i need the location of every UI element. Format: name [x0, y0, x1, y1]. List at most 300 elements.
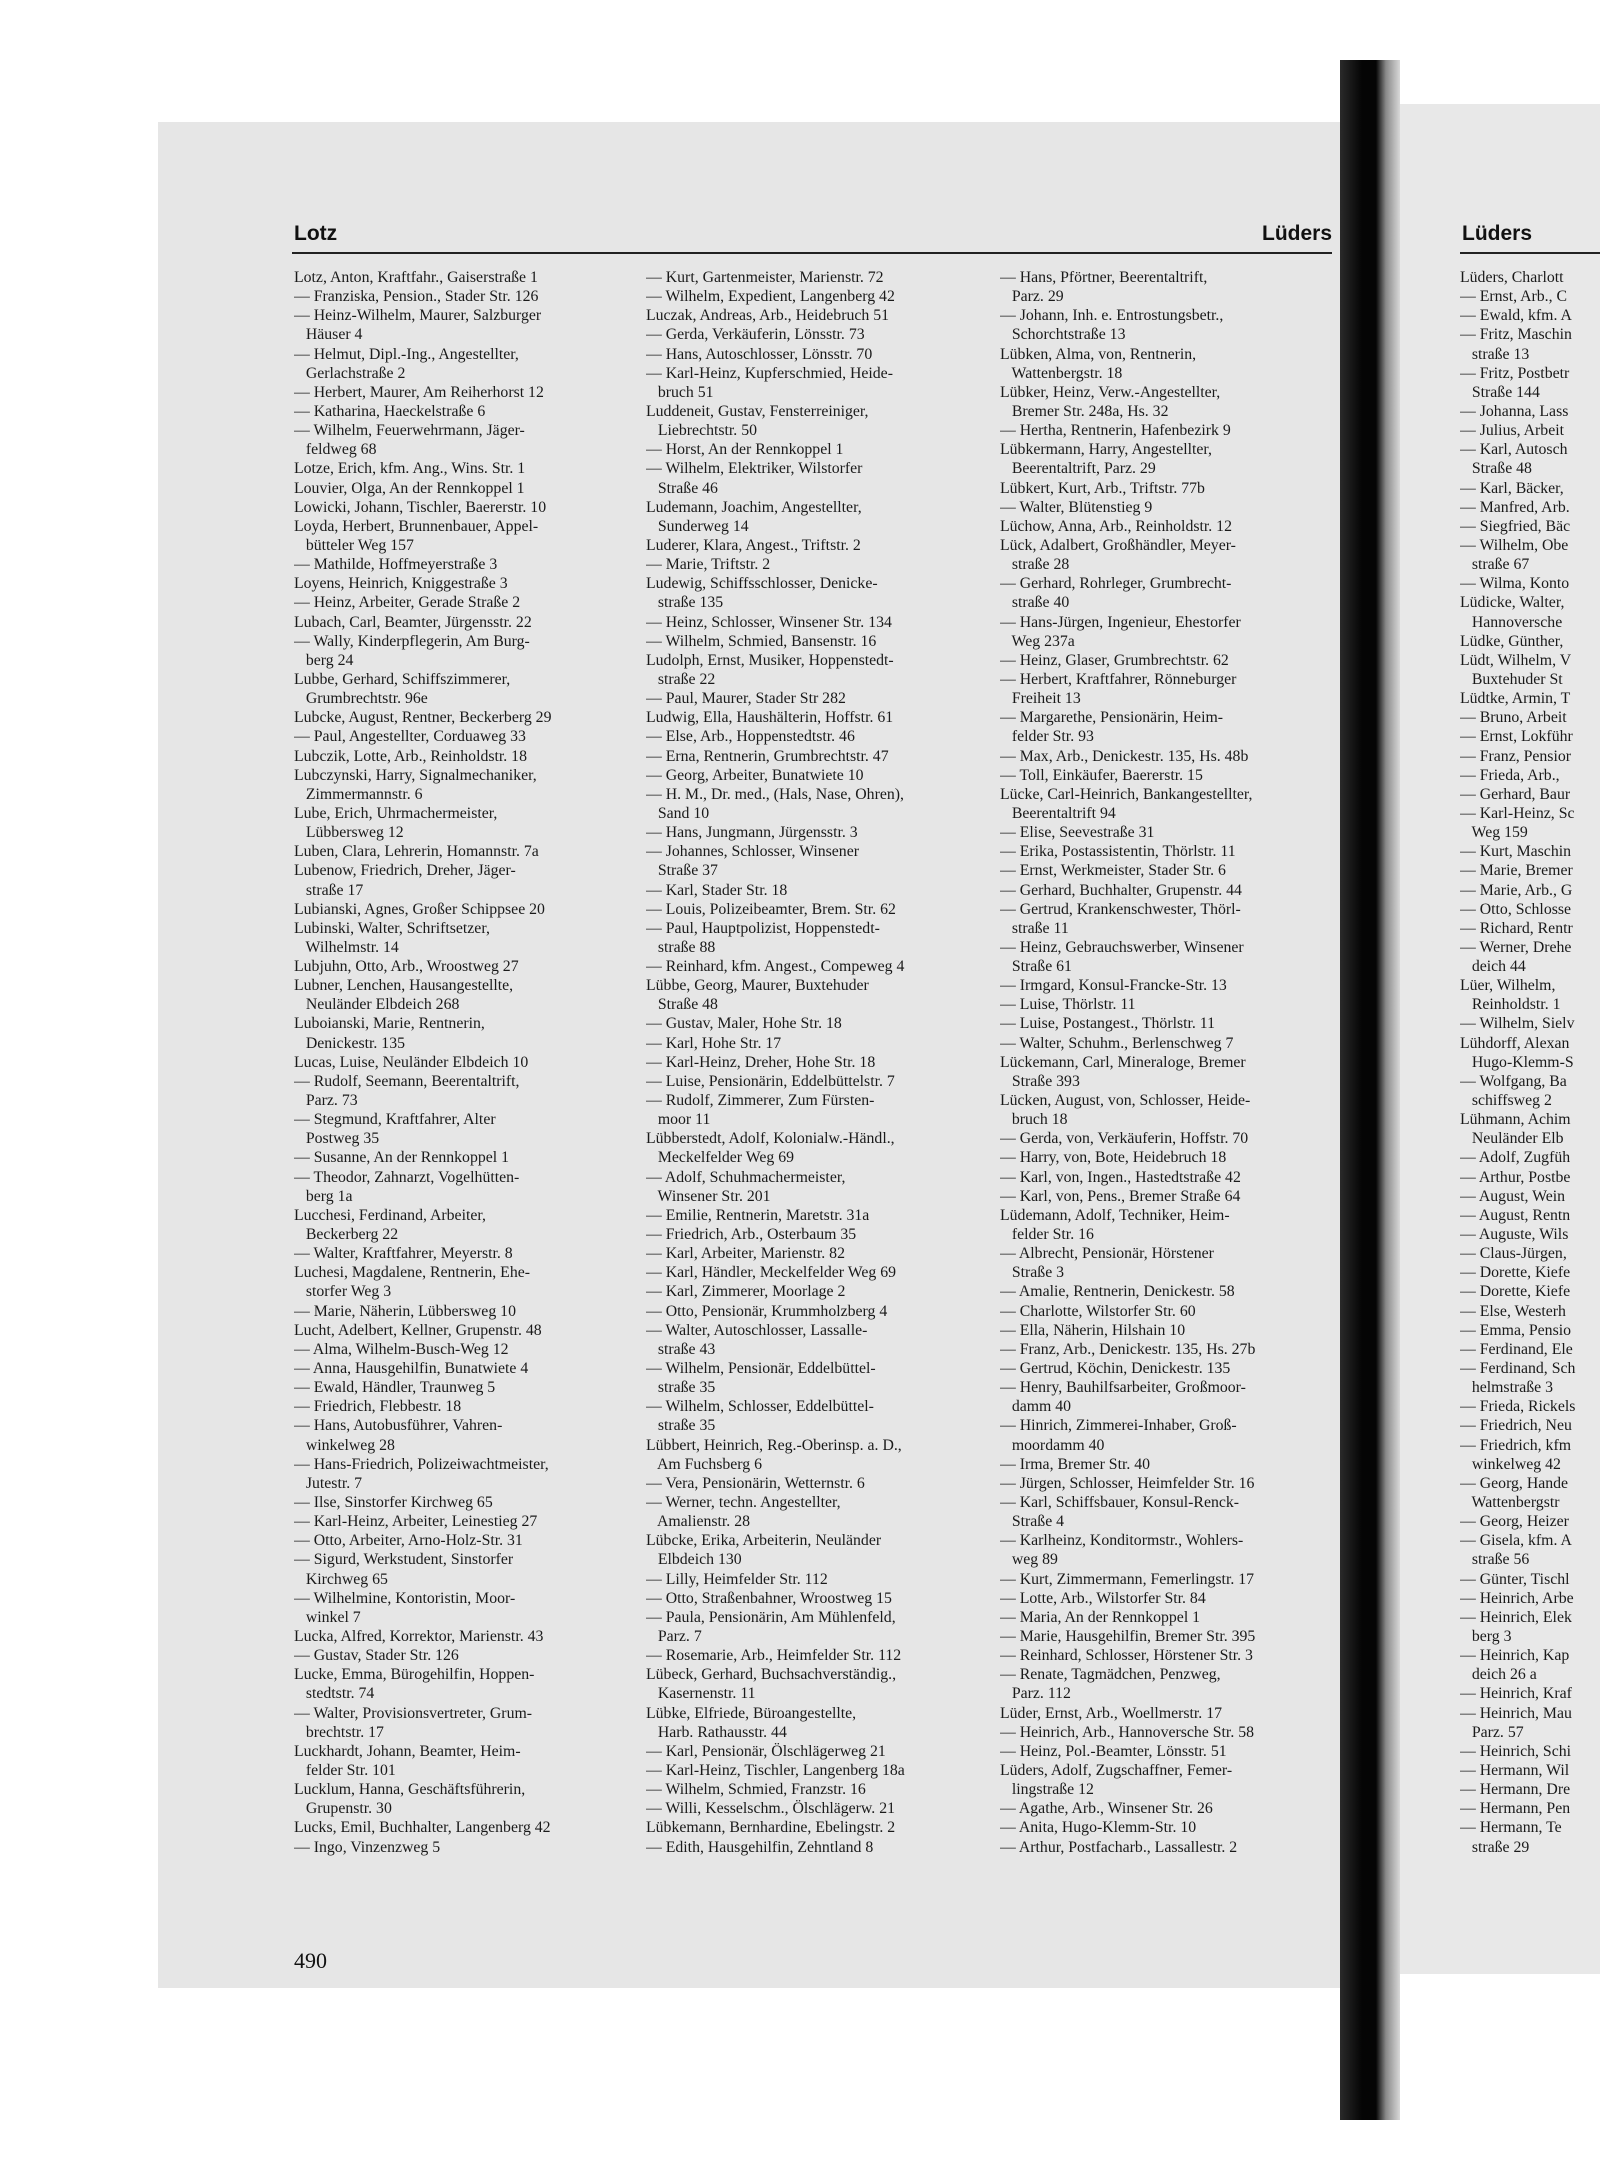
- directory-entry-line: felder Str. 93: [1000, 728, 1094, 746]
- directory-entry-line: Ludolph, Ernst, Musiker, Hoppenstedt-: [646, 651, 894, 669]
- directory-entry-line: — Wilhelm, Schmied, Franzstr. 16: [646, 1781, 866, 1799]
- directory-entry-line: — Margarethe, Pensionärin, Heim-: [1000, 709, 1223, 727]
- directory-entry-line: Lucke, Emma, Bürogehilfin, Hoppen-: [294, 1666, 535, 1684]
- directory-entry-line: Lotz, Anton, Kraftfahr., Gaiserstraße 1: [294, 269, 538, 286]
- directory-entry-line: — Wilhelm, Schlosser, Eddelbüttel-: [646, 1398, 874, 1416]
- directory-column-2: [646, 268, 988, 1857]
- directory-entry-line: Luczak, Andreas, Arb., Heidebruch 51: [646, 307, 890, 325]
- directory-entry-line: — Friedrich, kfm: [1460, 1436, 1571, 1454]
- directory-entry-line: Neuländer Elb: [1460, 1130, 1564, 1148]
- directory-entry-line: — Günter, Tischl: [1460, 1570, 1570, 1588]
- directory-entry-line: Straße 46: [646, 479, 718, 497]
- directory-entry-line: bruch 18: [1000, 1111, 1068, 1129]
- directory-entry-line: damm 40: [1000, 1398, 1072, 1416]
- directory-entry-line: — Franz, Arb., Denickestr. 135, Hs. 27b: [1000, 1340, 1256, 1358]
- directory-entry-line: — Henry, Bauhilfsarbeiter, Großmoor-: [1000, 1379, 1246, 1397]
- directory-entry-line: Lüer, Wilhelm,: [1460, 977, 1556, 995]
- directory-entry-line: — Franziska, Pension., Stader Str. 126: [294, 288, 539, 306]
- directory-entry-line: — Else, Arb., Hoppenstedtstr. 46: [646, 728, 855, 746]
- directory-entry-line: Neuländer Elbdeich 268: [294, 996, 460, 1014]
- directory-entry-line: — Paul, Hauptpolizist, Hoppenstedt-: [646, 919, 880, 937]
- directory-entry-line: Parz. 7: [646, 1627, 702, 1645]
- directory-entry-line: — Else, Westerh: [1460, 1302, 1566, 1320]
- directory-entry-line: straße 13: [1460, 345, 1530, 363]
- directory-entry-line: — Heinrich, Kap: [1460, 1647, 1570, 1665]
- directory-entry-line: Straße 144: [1460, 383, 1540, 401]
- directory-entry-line: — August, Wein: [1460, 1187, 1566, 1205]
- right-page-header-rule: [1460, 252, 1600, 254]
- directory-entry-line: — Hans, Pförtner, Beerentaltrift,: [1000, 269, 1208, 286]
- directory-entry-line: — Gustav, Stader Str. 126: [294, 1647, 459, 1665]
- directory-entry-line: straße 35: [646, 1417, 716, 1435]
- directory-entry-line: — Agathe, Arb., Winsener Str. 26: [1000, 1800, 1213, 1818]
- directory-entry-line: — Karl-Heinz, Tischler, Langenberg 18a: [646, 1761, 905, 1779]
- directory-entry-line: Parz. 112: [1000, 1685, 1071, 1703]
- directory-entry-line: — Wilhelmine, Kontoristin, Moor-: [294, 1589, 516, 1607]
- directory-entry-line: — Reinhard, kfm. Angest., Compeweg 4: [646, 958, 905, 976]
- directory-entry-line: — Gustav, Maler, Hohe Str. 18: [646, 1015, 842, 1033]
- directory-entry-line: — Ella, Näherin, Hilshain 10: [1000, 1321, 1186, 1339]
- directory-entry-line: Straße 48: [1460, 460, 1532, 478]
- directory-entry-line: — Gerhard, Baur: [1460, 785, 1571, 803]
- directory-entry-line: Lotze, Erich, kfm. Ang., Wins. Str. 1: [294, 460, 526, 478]
- directory-entry-line: Weg 159: [1460, 824, 1528, 842]
- directory-entry-line: Buxtehuder St: [1460, 670, 1563, 688]
- directory-entry-line: Amalienstr. 28: [646, 1513, 750, 1531]
- directory-entry-line: — Marie, Triftstr. 2: [646, 556, 771, 574]
- directory-entry-line: Meckelfelder Weg 69: [646, 1149, 795, 1167]
- directory-entry-line: — Wilhelm, Pensionär, Eddelbüttel-: [646, 1360, 876, 1378]
- directory-entry-line: — Karl-Heinz, Arbeiter, Leinestieg 27: [294, 1513, 538, 1531]
- directory-entry-line: Bremer Str. 248a, Hs. 32: [1000, 402, 1169, 420]
- directory-entry-line: winkel 7: [294, 1608, 361, 1626]
- directory-entry-line: straße 28: [1000, 556, 1070, 574]
- directory-entry-line: — Heinz-Wilhelm, Maurer, Salzburger: [294, 307, 542, 325]
- directory-entry-line: felder Str. 16: [1000, 1226, 1094, 1244]
- directory-entry-line: — Dorette, Kiefe: [1460, 1264, 1571, 1282]
- directory-entry-line: — Lilly, Heimfelder Str. 112: [646, 1570, 828, 1588]
- directory-entry-line: — Julius, Arbeit: [1460, 422, 1564, 440]
- directory-entry-line: Luchesi, Magdalene, Rentnerin, Ehe-: [294, 1264, 530, 1282]
- directory-entry-line: — Wilma, Konto: [1460, 575, 1570, 593]
- directory-entry-line: Lübbert, Heinrich, Reg.-Oberinsp. a. D.,: [646, 1436, 902, 1454]
- directory-entry-line: straße 22: [646, 670, 716, 688]
- directory-entry-line: — Frieda, Arb.,: [1460, 766, 1564, 784]
- directory-entry-line: Reinholdstr. 1: [1460, 996, 1561, 1014]
- directory-entry-line: Weg 237a: [1000, 632, 1075, 650]
- directory-entry-line: — Helmut, Dipl.-Ing., Angestellter,: [294, 345, 519, 363]
- directory-entry-line: bruch 51: [646, 383, 714, 401]
- directory-entry-line: lingstraße 12: [1000, 1781, 1094, 1799]
- directory-entry-line: — Ernst, Lokführ: [1460, 728, 1573, 746]
- directory-entry-line: — Heinz, Arbeiter, Gerade Straße 2: [294, 594, 521, 612]
- directory-entry-line: Luddeneit, Gustav, Fensterreiniger,: [646, 402, 869, 420]
- directory-entry-line: Lüdemann, Adolf, Techniker, Heim-: [1000, 1206, 1230, 1224]
- directory-entry-line: Gerlachstraße 2: [294, 364, 406, 382]
- directory-entry-line: — Walter, Schuhm., Berlenschweg 7: [1000, 1034, 1234, 1052]
- directory-entry-line: Louvier, Olga, An der Rennkoppel 1: [294, 479, 525, 497]
- directory-entry-line: — Frieda, Rickels: [1460, 1398, 1576, 1416]
- directory-entry-line: berg 1a: [294, 1187, 353, 1205]
- directory-entry-line: — Anna, Hausgehilfin, Bunatwiete 4: [294, 1360, 529, 1378]
- directory-entry-line: Lucas, Luise, Neuländer Elbdeich 10: [294, 1053, 529, 1071]
- directory-entry-line: Lübke, Elfriede, Büroangestellte,: [646, 1704, 857, 1722]
- directory-entry-line: — Wilhelm, Expedient, Langenberg 42: [646, 288, 895, 306]
- directory-entry-line: — Wolfgang, Ba: [1460, 1072, 1567, 1090]
- directory-entry-line: Lübbersweg 12: [294, 824, 404, 842]
- directory-entry-line: Lübeck, Gerhard, Buchsachverständig.,: [646, 1666, 897, 1684]
- directory-entry-line: Kasernenstr. 11: [646, 1685, 756, 1703]
- directory-entry-line: Lowicki, Johann, Tischler, Baererstr. 10: [294, 498, 547, 516]
- directory-entry-line: brechtstr. 17: [294, 1723, 384, 1741]
- directory-entry-line: — Ilse, Sinstorfer Kirchweg 65: [294, 1494, 493, 1511]
- directory-entry-line: — Luise, Pensionärin, Eddelbüttelstr. 7: [646, 1072, 895, 1090]
- directory-entry-line: Lüdke, Günther,: [1460, 632, 1564, 650]
- directory-entry-line: bütteler Weg 157: [294, 536, 414, 554]
- directory-entry-line: — Hermann, Pen: [1460, 1800, 1571, 1818]
- directory-entry-line: — Hans-Jürgen, Ingenieur, Ehestorfer: [1000, 613, 1241, 631]
- directory-entry-line: berg 3: [1460, 1627, 1512, 1645]
- directory-entry-line: — Sigurd, Werkstudent, Sinstorfer: [294, 1551, 514, 1569]
- directory-entry-line: moor 11: [646, 1111, 711, 1129]
- directory-entry-line: Winsener Str. 201: [646, 1187, 771, 1205]
- directory-entry-line: — Marie, Bremer: [1460, 862, 1573, 880]
- directory-entry-line: deich 26 a: [1460, 1666, 1537, 1684]
- directory-entry-line: — Kurt, Gartenmeister, Marienstr. 72: [646, 269, 884, 286]
- page-number: 490: [294, 1948, 327, 1973]
- directory-entry-line: — Stegmund, Kraftfahrer, Alter: [294, 1111, 496, 1129]
- directory-entry-line: winkelweg 42: [1460, 1455, 1561, 1473]
- directory-entry-line: Postweg 35: [294, 1130, 380, 1148]
- directory-entry-line: Straße 3: [1000, 1264, 1065, 1282]
- directory-entry-line: Am Fuchsberg 6: [646, 1455, 762, 1473]
- directory-entry-line: — Otto, Straßenbahner, Wroostweg 15: [646, 1589, 892, 1607]
- directory-entry-line: Lückemann, Carl, Mineraloge, Bremer: [1000, 1053, 1246, 1071]
- directory-entry-line: — Johanna, Lass: [1460, 402, 1569, 420]
- directory-entry-line: — Ernst, Werkmeister, Stader Str. 6: [1000, 862, 1226, 880]
- directory-entry-line: — Louis, Polizeibeamter, Brem. Str. 62: [646, 900, 896, 918]
- directory-entry-line: — Rosemarie, Arb., Heimfelder Str. 112: [646, 1647, 902, 1665]
- directory-entry-line: Lubinski, Walter, Schriftsetzer,: [294, 919, 490, 937]
- running-header-left: Lotz: [294, 222, 338, 245]
- directory-entry-line: — Heinrich, Schi: [1460, 1742, 1571, 1760]
- directory-entry-line: — Johannes, Schlosser, Winsener: [646, 843, 859, 861]
- directory-column-1: [294, 268, 634, 1857]
- directory-entry-line: — Katharina, Haeckelstraße 6: [294, 402, 486, 420]
- directory-entry-line: Loyens, Heinrich, Kniggestraße 3: [294, 575, 508, 593]
- directory-entry-line: straße 11: [1000, 919, 1069, 937]
- directory-entry-line: Zimmermannstr. 6: [294, 785, 423, 803]
- directory-entry-line: — Gerda, von, Verkäuferin, Hoffstr. 70: [1000, 1130, 1249, 1148]
- directory-entry-line: — Gerhard, Buchhalter, Grupenstr. 44: [1000, 881, 1242, 899]
- directory-entry-line: Parz. 73: [294, 1092, 358, 1110]
- directory-entry-line: — Karl, Arbeiter, Marienstr. 82: [646, 1245, 845, 1263]
- directory-entry-line: — Karl, Händler, Meckelfelder Weg 69: [646, 1264, 897, 1282]
- directory-entry-line: — Hermann, Wil: [1460, 1761, 1570, 1779]
- directory-entry-line: — Luise, Thörlstr. 11: [1000, 996, 1136, 1014]
- directory-column-3: [1000, 268, 1340, 1857]
- directory-entry-line: — August, Rentn: [1460, 1206, 1571, 1224]
- directory-entry-line: — Edith, Hausgehilfin, Zehntland 8: [646, 1838, 874, 1856]
- directory-entry-line: — Hans, Autoschlosser, Lönsstr. 70: [646, 345, 873, 363]
- directory-entry-line: Lüchow, Anna, Arb., Reinholdstr. 12: [1000, 517, 1232, 535]
- directory-entry-line: — Ewald, kfm. A: [1460, 307, 1572, 325]
- directory-entry-line: Lüdicke, Walter,: [1460, 594, 1565, 612]
- directory-entry-line: — Albrecht, Pensionär, Hörstener: [1000, 1245, 1214, 1263]
- directory-entry-line: Denickestr. 135: [294, 1034, 405, 1052]
- directory-entry-line: — Kurt, Zimmermann, Femerlingstr. 17: [1000, 1570, 1255, 1588]
- directory-entry-line: — Karl, Autosch: [1460, 441, 1568, 459]
- directory-entry-line: — Ferdinand, Sch: [1460, 1360, 1576, 1378]
- directory-entry-line: Lühdorff, Alexan: [1460, 1034, 1570, 1052]
- directory-entry-line: — Hinrich, Zimmerei-Inhaber, Groß-: [1000, 1417, 1237, 1435]
- directory-entry-line: Harb. Rathausstr. 44: [646, 1723, 787, 1741]
- directory-entry-line: Beerentaltrift 94: [1000, 804, 1116, 822]
- directory-entry-line: Straße 37: [646, 862, 718, 880]
- directory-entry-line: straße 35: [646, 1379, 716, 1397]
- directory-entry-line: Luben, Clara, Lehrerin, Homannstr. 7a: [294, 843, 539, 861]
- directory-entry-line: — Friedrich, Arb., Osterbaum 35: [646, 1226, 857, 1244]
- directory-entry-line: storfer Weg 3: [294, 1283, 392, 1301]
- directory-entry-line: — Arthur, Postbe: [1460, 1168, 1571, 1186]
- directory-entry-line: deich 44: [1460, 958, 1526, 976]
- directory-entry-line: — Franz, Pensior: [1460, 747, 1572, 765]
- directory-entry-line: — Heinrich, Arb., Hannoversche Str. 58: [1000, 1723, 1255, 1741]
- directory-entry-line: — Rudolf, Zimmerer, Zum Fürsten-: [646, 1092, 875, 1110]
- directory-entry-line: Beckerberg 22: [294, 1226, 399, 1244]
- directory-entry-line: berg 24: [294, 651, 354, 669]
- directory-entry-line: Lübbe, Georg, Maurer, Buxtehuder: [646, 977, 869, 995]
- running-header-right: Lüders: [1262, 222, 1333, 245]
- directory-entry-line: — Walter, Blütenstieg 9: [1000, 498, 1153, 516]
- directory-entry-line: — Amalie, Rentnerin, Denickestr. 58: [1000, 1283, 1235, 1301]
- directory-entry-line: Wattenbergstr: [1460, 1494, 1560, 1511]
- directory-entry-line: — Erna, Rentnerin, Grumbrechtstr. 47: [646, 747, 889, 765]
- directory-entry-line: Lück, Adalbert, Großhändler, Meyer-: [1000, 536, 1236, 554]
- directory-entry-line: Lubczik, Lotte, Arb., Reinholdstr. 18: [294, 747, 527, 765]
- directory-entry-line: stedtstr. 74: [294, 1685, 375, 1703]
- directory-entry-line: Elbdeich 130: [646, 1551, 742, 1569]
- directory-entry-line: — Susanne, An der Rennkoppel 1: [294, 1149, 509, 1167]
- book-gutter: [1340, 60, 1400, 2120]
- directory-entry-line: straße 135: [646, 594, 724, 612]
- directory-entry-line: — Karl, Schiffsbauer, Konsul-Renck-: [1000, 1494, 1240, 1511]
- directory-entry-line: — Kurt, Maschin: [1460, 843, 1572, 861]
- directory-entry-line: straße 29: [1460, 1838, 1530, 1856]
- directory-entry-line: Lucklum, Hanna, Geschäftsführerin,: [294, 1781, 526, 1799]
- directory-entry-line: — Reinhard, Schlosser, Hörstener Str. 3: [1000, 1647, 1253, 1665]
- directory-entry-line: — Heinrich, Elek: [1460, 1608, 1572, 1626]
- directory-entry-line: Lüdt, Wilhelm, V: [1460, 651, 1572, 669]
- directory-entry-line: — Hermann, Te: [1460, 1819, 1562, 1837]
- directory-entry-line: Lubenow, Friedrich, Dreher, Jäger-: [294, 862, 516, 880]
- directory-entry-line: Lubbe, Gerhard, Schiffszimmerer,: [294, 670, 511, 688]
- directory-entry-line: Lubner, Lenchen, Hausangestellte,: [294, 977, 514, 995]
- directory-entry-line: — Wilhelm, Sielv: [1460, 1015, 1575, 1033]
- directory-entry-line: — Karl-Heinz, Dreher, Hohe Str. 18: [646, 1053, 876, 1071]
- directory-entry-line: — Heinrich, Mau: [1460, 1704, 1572, 1722]
- directory-entry-line: — H. M., Dr. med., (Hals, Nase, Ohren),: [646, 785, 904, 803]
- right-page-column: [1460, 268, 1600, 1857]
- directory-entry-line: Lucht, Adelbert, Kellner, Grupenstr. 48: [294, 1321, 542, 1339]
- directory-entry-line: — Manfred, Arb.: [1460, 498, 1570, 516]
- directory-entry-line: — Otto, Pensionär, Krummholzberg 4: [646, 1302, 888, 1320]
- directory-entry-line: — Karl, Zimmerer, Moorlage 2: [646, 1283, 846, 1301]
- directory-entry-line: — Herbert, Maurer, Am Reiherhorst 12: [294, 383, 544, 401]
- directory-entry-line: — Heinz, Schlosser, Winsener Str. 134: [646, 613, 892, 631]
- directory-entry-line: — Ingo, Vinzenzweg 5: [294, 1838, 441, 1856]
- directory-entry-line: — Emma, Pensio: [1460, 1321, 1572, 1339]
- directory-entry-line: Ludwig, Ella, Haushälterin, Hoffstr. 61: [646, 709, 894, 727]
- directory-entry-line: — Heinz, Gebrauchswerber, Winsener: [1000, 938, 1244, 956]
- directory-entry-line: straße 43: [646, 1340, 716, 1358]
- directory-entry-line: Lüder, Ernst, Arb., Woellmerstr. 17: [1000, 1704, 1222, 1722]
- directory-entry-line: felder Str. 101: [294, 1761, 396, 1779]
- directory-entry-line: — Paula, Pensionärin, Am Mühlenfeld,: [646, 1608, 896, 1626]
- directory-entry-line: — Paul, Maurer, Stader Str 282: [646, 690, 846, 708]
- directory-entry-line: Freiheit 13: [1000, 690, 1081, 708]
- directory-entry-line: Schorchtstraße 13: [1000, 326, 1126, 344]
- directory-entry-line: — Gerda, Verkäuferin, Lönsstr. 73: [646, 326, 865, 344]
- directory-entry-line: — Maria, An der Rennkoppel 1: [1000, 1608, 1201, 1626]
- directory-entry-line: — Max, Arb., Denickestr. 135, Hs. 48b: [1000, 747, 1249, 765]
- directory-entry-line: — Paul, Angestellter, Corduaweg 33: [294, 728, 526, 746]
- directory-entry-line: straße 56: [1460, 1551, 1530, 1569]
- directory-entry-line: Parz. 29: [1000, 288, 1064, 306]
- directory-entry-line: — Rudolf, Seemann, Beerentaltrift,: [294, 1072, 520, 1090]
- directory-entry-line: schiffsweg 2: [1460, 1092, 1552, 1110]
- directory-entry-line: — Adolf, Zugfüh: [1460, 1149, 1571, 1167]
- directory-entry-line: Sunderweg 14: [646, 517, 749, 535]
- directory-entry-line: — Hertha, Rentnerin, Hafenbezirk 9: [1000, 422, 1231, 440]
- directory-entry-line: — Friedrich, Flebbestr. 18: [294, 1398, 462, 1416]
- directory-entry-line: — Theodor, Zahnarzt, Vogelhütten-: [294, 1168, 520, 1186]
- directory-entry-line: — Jürgen, Schlosser, Heimfelder Str. 16: [1000, 1474, 1255, 1492]
- directory-entry-line: — Adolf, Schuhmachermeister,: [646, 1168, 846, 1186]
- directory-entry-line: — Johann, Inh. e. Entrostungsbetr.,: [1000, 307, 1224, 325]
- directory-entry-line: — Karl, von, Pens., Bremer Straße 64: [1000, 1187, 1241, 1205]
- directory-entry-line: weg 89: [1000, 1551, 1058, 1569]
- directory-entry-line: — Luise, Postangest., Thörlstr. 11: [1000, 1015, 1216, 1033]
- directory-entry-line: — Harry, von, Bote, Heidebruch 18: [1000, 1149, 1227, 1167]
- directory-entry-line: — Mathilde, Hoffmeyerstraße 3: [294, 556, 498, 574]
- directory-entry-line: Straße 48: [646, 996, 718, 1014]
- directory-entry-line: — Karl, Hohe Str. 17: [646, 1034, 782, 1052]
- directory-entry-line: — Hans, Autobusführer, Vahren-: [294, 1417, 503, 1435]
- directory-entry-line: Lübkemann, Bernhardine, Ebelingstr. 2: [646, 1819, 896, 1837]
- directory-entry-line: — Gerhard, Rohrleger, Grumbrecht-: [1000, 575, 1232, 593]
- directory-entry-line: Lubjuhn, Otto, Arb., Wroostweg 27: [294, 958, 519, 976]
- directory-entry-line: — Ernst, Arb., C: [1460, 288, 1568, 306]
- directory-entry-line: — Vera, Pensionärin, Wetternstr. 6: [646, 1474, 865, 1492]
- directory-entry-line: moordamm 40: [1000, 1436, 1105, 1454]
- directory-entry-line: Lübberstedt, Adolf, Kolonialw.-Händl.,: [646, 1130, 895, 1148]
- directory-entry-line: Lubczynski, Harry, Signalmechaniker,: [294, 766, 537, 784]
- directory-entry-line: — Hermann, Dre: [1460, 1781, 1571, 1799]
- directory-entry-line: — Fritz, Maschin: [1460, 326, 1572, 344]
- directory-entry-line: — Marie, Arb., G: [1460, 881, 1573, 899]
- directory-entry-line: — Georg, Heizer: [1460, 1513, 1569, 1531]
- directory-entry-line: — Richard, Rentr: [1460, 919, 1573, 937]
- directory-entry-line: — Elise, Seevestraße 31: [1000, 824, 1155, 842]
- directory-entry-line: — Wally, Kinderpflegerin, Am Burg-: [294, 632, 530, 650]
- directory-entry-line: Lubcke, August, Rentner, Beckerberg 29: [294, 709, 552, 727]
- directory-entry-line: straße 88: [646, 938, 716, 956]
- directory-entry-line: Lübcke, Erika, Arbeiterin, Neuländer: [646, 1532, 882, 1550]
- directory-entry-line: Luderer, Klara, Angest., Triftstr. 2: [646, 536, 861, 554]
- directory-entry-line: — Charlotte, Wilstorfer Str. 60: [1000, 1302, 1196, 1320]
- directory-entry-line: Liebrechtstr. 50: [646, 422, 757, 440]
- directory-entry-line: — Hans, Jungmann, Jürgensstr. 3: [646, 824, 858, 842]
- directory-entry-line: — Ferdinand, Ele: [1460, 1340, 1573, 1358]
- directory-entry-line: Jutestr. 7: [294, 1474, 363, 1492]
- directory-entry-line: — Georg, Arbeiter, Bunatwiete 10: [646, 766, 864, 784]
- directory-entry-line: Hugo-Klemm-S: [1460, 1053, 1574, 1071]
- directory-entry-line: — Karl, Pensionär, Ölschlägerweg 21: [646, 1742, 886, 1760]
- directory-entry-line: Grumbrechtstr. 96e: [294, 690, 428, 708]
- directory-entry-line: Straße 393: [1000, 1072, 1080, 1090]
- directory-entry-line: — Claus-Jürgen,: [1460, 1245, 1567, 1263]
- directory-entry-line: — Emilie, Rentnerin, Maretstr. 31a: [646, 1206, 870, 1224]
- directory-entry-line: — Anita, Hugo-Klemm-Str. 10: [1000, 1819, 1197, 1837]
- directory-entry-line: — Otto, Arbeiter, Arno-Holz-Str. 31: [294, 1532, 523, 1550]
- directory-entry-line: — Friedrich, Neu: [1460, 1417, 1572, 1435]
- directory-entry-line: — Wilhelm, Obe: [1460, 536, 1569, 554]
- directory-entry-line: Lubach, Carl, Beamter, Jürgensstr. 22: [294, 613, 532, 631]
- directory-entry-line: — Karl, Bäcker,: [1460, 479, 1564, 497]
- directory-entry-line: Ludewig, Schiffsschlosser, Denicke-: [646, 575, 878, 593]
- directory-entry-line: — Horst, An der Rennkoppel 1: [646, 441, 844, 459]
- directory-entry-line: Lüders, Charlott: [1460, 269, 1564, 286]
- directory-entry-line: — Arthur, Postfacharb., Lassallestr. 2: [1000, 1838, 1238, 1856]
- directory-entry-line: Lübken, Alma, von, Rentnerin,: [1000, 345, 1197, 363]
- directory-entry-line: — Heinrich, Kraf: [1460, 1685, 1572, 1703]
- directory-entry-line: Grupenstr. 30: [294, 1800, 392, 1818]
- directory-entry-line: — Alma, Wilhelm-Busch-Weg 12: [294, 1340, 509, 1358]
- directory-entry-line: Lübker, Heinz, Verw.-Angestellter,: [1000, 383, 1221, 401]
- directory-entry-line: Sand 10: [646, 804, 710, 822]
- directory-entry-line: — Bruno, Arbeit: [1460, 709, 1567, 727]
- directory-entry-line: — Irmgard, Konsul-Francke-Str. 13: [1000, 977, 1227, 995]
- directory-entry-line: helmstraße 3: [1460, 1379, 1553, 1397]
- directory-entry-line: — Wilhelm, Elektriker, Wilstorfer: [646, 460, 863, 478]
- directory-entry-line: Beerentaltrift, Parz. 29: [1000, 460, 1156, 478]
- directory-entry-line: Parz. 57: [1460, 1723, 1524, 1741]
- directory-entry-line: — Karl, von, Ingen., Hastedtstraße 42: [1000, 1168, 1241, 1186]
- directory-entry-line: — Georg, Hande: [1460, 1474, 1569, 1492]
- right-page-header: Lüders: [1462, 222, 1533, 245]
- directory-entry-line: winkelweg 28: [294, 1436, 395, 1454]
- directory-entry-line: Luckhardt, Johann, Beamter, Heim-: [294, 1742, 521, 1760]
- directory-entry-line: — Ewald, Händler, Traunweg 5: [294, 1379, 496, 1397]
- directory-entry-line: Wattenbergstr. 18: [1000, 364, 1123, 382]
- directory-entry-line: — Gertrud, Köchin, Denickestr. 135: [1000, 1360, 1231, 1378]
- directory-entry-line: Kirchweg 65: [294, 1570, 388, 1588]
- directory-entry-line: — Karlheinz, Konditormstr., Wohlers-: [1000, 1532, 1244, 1550]
- directory-entry-line: — Siegfried, Bäc: [1460, 517, 1571, 535]
- directory-entry-line: Ludemann, Joachim, Angestellter,: [646, 498, 862, 516]
- directory-entry-line: — Lotte, Arb., Wilstorfer Str. 84: [1000, 1589, 1206, 1607]
- directory-entry-line: Lucchesi, Ferdinand, Arbeiter,: [294, 1206, 486, 1224]
- directory-entry-line: — Marie, Hausgehilfin, Bremer Str. 395: [1000, 1627, 1256, 1645]
- directory-entry-line: — Karl, Stader Str. 18: [646, 881, 788, 899]
- directory-entry-line: Hannoversche: [1460, 613, 1563, 631]
- directory-entry-line: — Auguste, Wils: [1460, 1226, 1569, 1244]
- directory-entry-line: — Walter, Provisionsvertreter, Grum-: [294, 1704, 533, 1722]
- directory-entry-line: — Gisela, kfm. A: [1460, 1532, 1572, 1550]
- directory-entry-line: Straße 61: [1000, 958, 1072, 976]
- directory-entry-line: straße 17: [294, 881, 364, 899]
